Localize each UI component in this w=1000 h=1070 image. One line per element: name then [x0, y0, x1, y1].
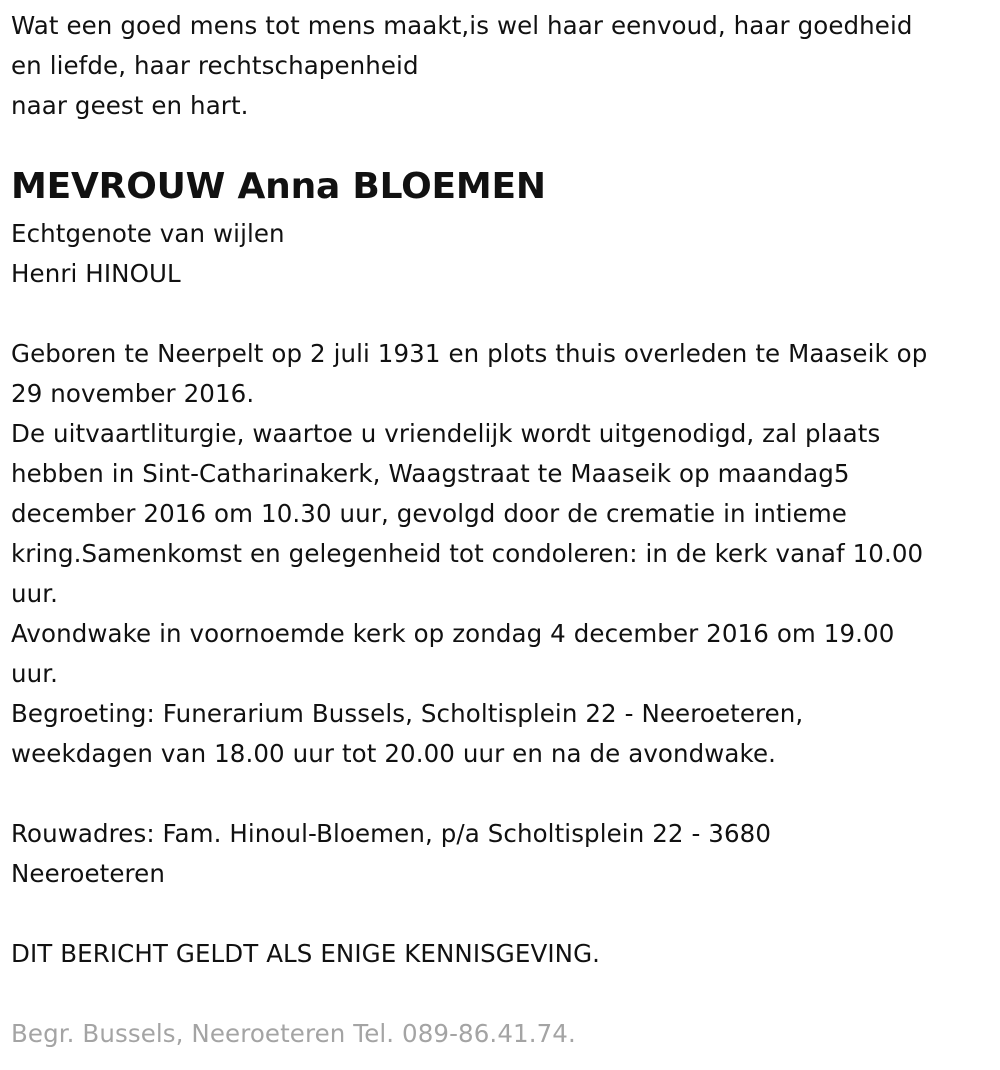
intro-line: en liefde, haar rechtschapenheid: [11, 51, 419, 80]
spouse-line: Henri HINOUL: [11, 259, 181, 288]
details-line: december 2016 om 10.30 uur, gevolgd door de crematie in intieme: [11, 499, 847, 528]
funeral-details: [11, 334, 927, 774]
spouse-line: Echtgenote van wijlen: [11, 219, 285, 248]
details-line: weekdagen van 18.00 uur tot 20.00 uur en na de avondwake.: [11, 739, 777, 768]
intro-line: naar geest en hart.: [11, 91, 249, 120]
official-notice: [11, 934, 600, 974]
intro-line: Wat een goed mens tot mens maakt,is wel haar eenvoud, haar goedheid: [11, 11, 913, 40]
details-line: hebben in Sint-Catharinakerk, Waagstraat te Maaseik op maandag5: [11, 459, 850, 488]
address-line: Rouwadres: Fam. Hinoul-Bloemen, p/a Scholtisplein 22 - 3680: [11, 819, 772, 848]
footer-text: Begr. Bussels, Neeroeteren Tel. 089-86.41.74.: [11, 1019, 576, 1048]
spouse-info: [11, 214, 285, 294]
details-line: 29 november 2016.: [11, 379, 255, 408]
deceased-name: MEVROUW Anna BLOEMEN: [11, 166, 546, 207]
details-line: uur.: [11, 579, 59, 608]
notice-text: DIT BERICHT GELDT ALS ENIGE KENNISGEVING.: [11, 939, 601, 968]
details-line: De uitvaartliturgie, waartoe u vriendelijk wordt uitgenodigd, zal plaats: [11, 419, 881, 448]
details-line: Geboren te Neerpelt op 2 juli 1931 en plots thuis overleden te Maaseik op: [11, 339, 928, 368]
details-line: Begroeting: Funerarium Bussels, Scholtisplein 22 - Neeroeteren,: [11, 699, 804, 728]
details-line: Avondwake in voornoemde kerk op zondag 4 december 2016 om 19.00: [11, 619, 895, 648]
funeral-home-footer: [11, 1014, 576, 1054]
intro-quote: [11, 6, 913, 126]
address-line: Neeroeteren: [11, 859, 165, 888]
details-line: kring.Samenkomst en gelegenheid tot condoleren: in de kerk vanaf 10.00: [11, 539, 924, 568]
details-line: uur.: [11, 659, 59, 688]
mourning-address: [11, 814, 771, 894]
